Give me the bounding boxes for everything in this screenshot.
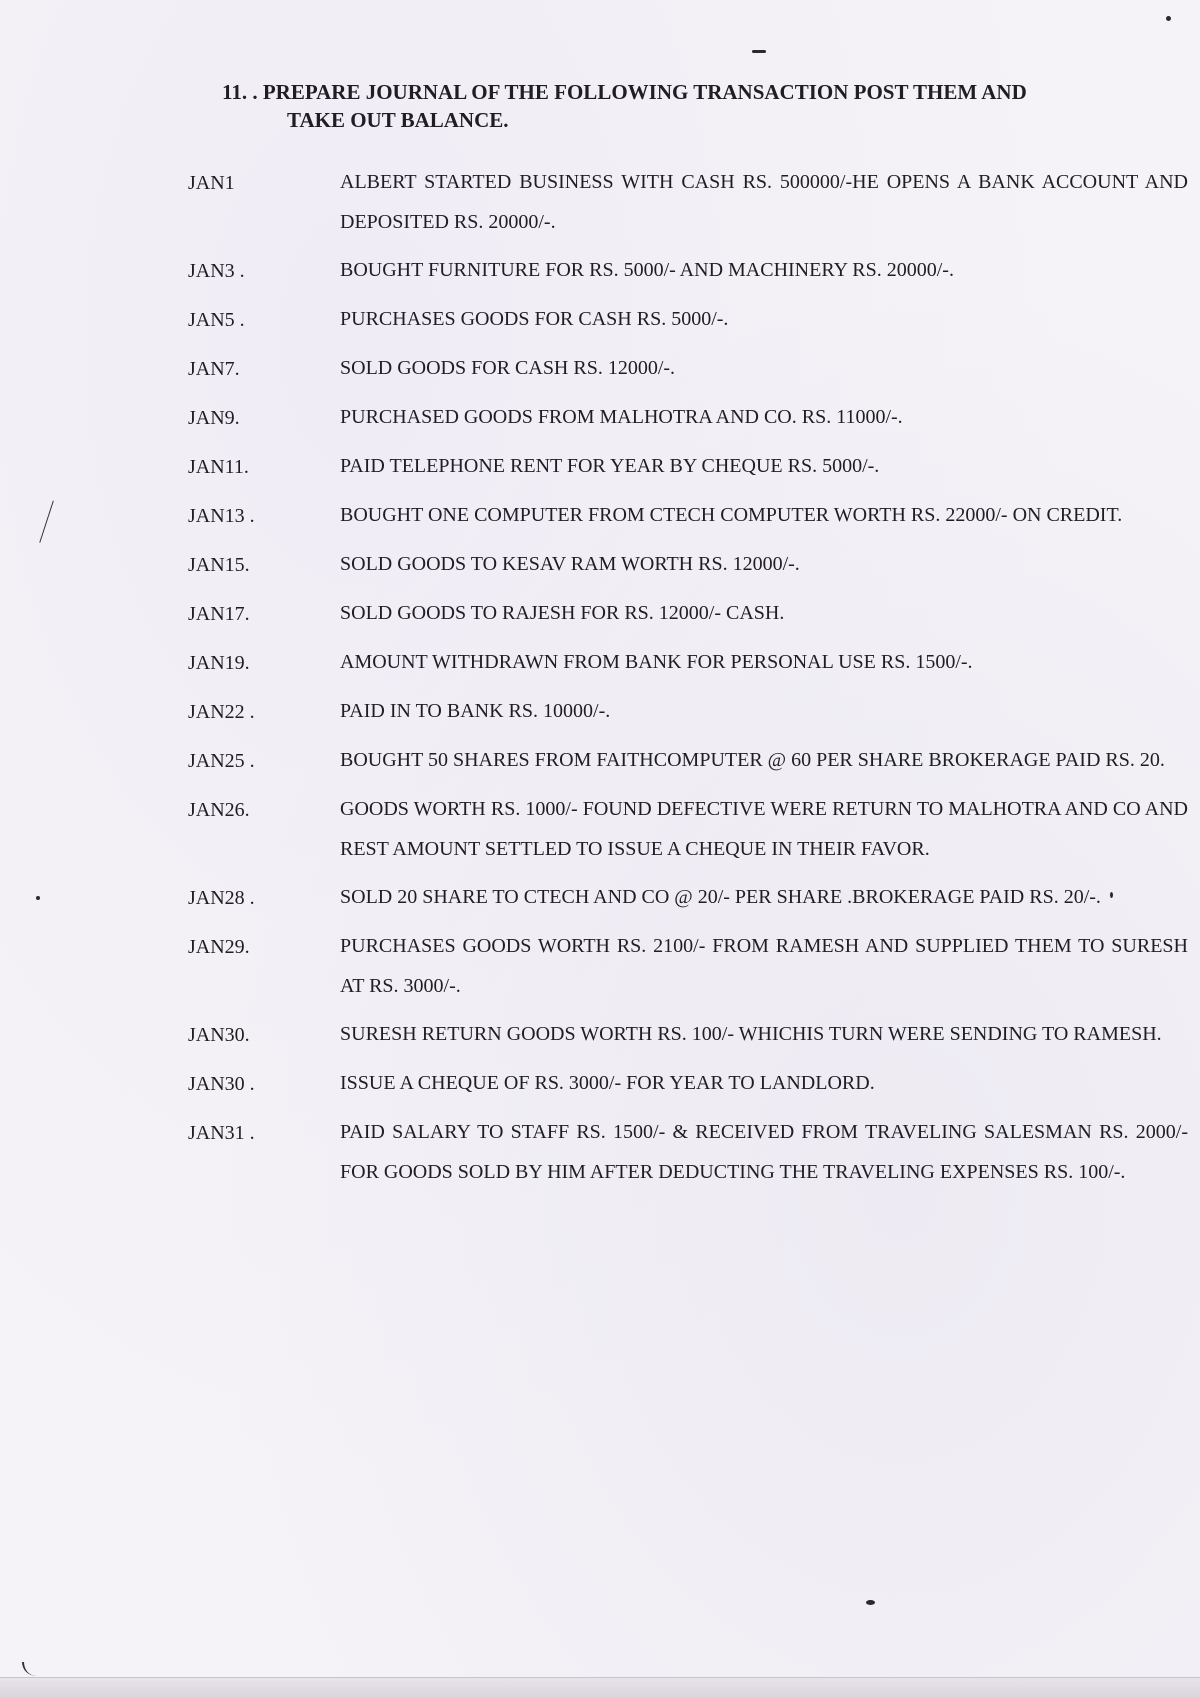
transaction-row — [188, 1112, 1188, 1192]
transaction-date: JAN26. — [188, 799, 250, 821]
scan-edge-mark — [22, 1662, 68, 1676]
transaction-text: PAID TELEPHONE RENT FOR YEAR BY CHEQUE RS. 5000/-. — [340, 455, 880, 477]
transaction-date: JAN28 . — [188, 887, 255, 909]
transaction-text: PURCHASES GOODS WORTH RS. 2100/- FROM RAMESH AND SUPPLIED THEM TO SURESH AT RS. 3000/-. — [340, 935, 1188, 997]
transaction-row — [188, 642, 1188, 683]
transaction-text: ISSUE A CHEQUE OF RS. 3000/- FOR YEAR TO LANDLORD. — [340, 1072, 875, 1094]
transaction-text: PAID IN TO BANK RS. 10000/-. — [340, 700, 611, 722]
transaction-text: PURCHASES GOODS FOR CASH RS. 5000/-. — [340, 308, 729, 330]
heading-line-1: 11. . PREPARE JOURNAL OF THE FOLLOWING TRANSACTION POST THEM AND — [222, 80, 1027, 104]
transaction-row — [188, 162, 1188, 242]
transaction-text: ALBERT STARTED BUSINESS WITH CASH RS. 500000/-HE OPENS A BANK ACCOUNT AND DEPOSITED RS. 20000/-. — [340, 171, 1188, 233]
transaction-date: JAN13 . — [188, 505, 255, 527]
transaction-text: SURESH RETURN GOODS WORTH RS. 100/- WHICHIS TURN WERE SENDING TO RAMESH. — [340, 1023, 1162, 1045]
scan-speck — [866, 1600, 875, 1605]
transaction-date: JAN17. — [188, 603, 250, 625]
transaction-row — [188, 299, 1188, 340]
scan-speck — [752, 50, 766, 53]
transaction-date: JAN1 — [188, 172, 235, 194]
transaction-list — [188, 162, 1188, 1200]
transaction-row — [188, 1063, 1188, 1104]
transaction-row — [188, 926, 1188, 1006]
transaction-text: PAID SALARY TO STAFF RS. 1500/- & RECEIVED FROM TRAVELING SALESMAN RS. 2000/- FOR GOODS SOLD BY HIM AFTER DEDUCTING THE TRAVELING EXPENSES RS. 100/-. — [340, 1121, 1188, 1183]
transaction-text: PURCHASED GOODS FROM MALHOTRA AND CO. RS. 11000/-. — [340, 406, 903, 428]
transaction-row — [188, 877, 1188, 918]
transaction-date: JAN30 . — [188, 1073, 255, 1095]
heading-line-2: TAKE OUT BALANCE. — [287, 108, 509, 132]
transaction-row — [188, 250, 1188, 291]
transaction-row — [188, 789, 1188, 869]
transaction-date: JAN19. — [188, 652, 250, 674]
scan-edge-mark — [39, 501, 55, 544]
transaction-row — [188, 495, 1188, 536]
scan-speck — [36, 896, 40, 900]
transaction-date: JAN29. — [188, 936, 250, 958]
transaction-date: JAN5 . — [188, 309, 245, 331]
transaction-date: JAN22 . — [188, 701, 255, 723]
transaction-text: SOLD 20 SHARE TO CTECH AND CO @ 20/- PER SHARE .BROKERAGE PAID RS. 20/-. — [340, 886, 1101, 908]
transaction-text: AMOUNT WITHDRAWN FROM BANK FOR PERSONAL USE RS. 1500/-. — [340, 651, 973, 673]
page-bottom-edge — [0, 1677, 1200, 1698]
scan-speck — [1110, 892, 1113, 898]
transaction-row — [188, 1014, 1188, 1055]
transaction-date: JAN3 . — [188, 260, 245, 282]
transaction-row — [188, 691, 1188, 732]
scan-speck — [1166, 16, 1171, 21]
transaction-text: BOUGHT FURNITURE FOR RS. 5000/- AND MACHINERY RS. 20000/-. — [340, 259, 954, 281]
transaction-date: JAN15. — [188, 554, 250, 576]
transaction-date: JAN11. — [188, 456, 249, 478]
transaction-text: SOLD GOODS TO KESAV RAM WORTH RS. 12000/-. — [340, 553, 800, 575]
transaction-row — [188, 397, 1188, 438]
question-heading — [222, 78, 1182, 134]
transaction-text: BOUGHT 50 SHARES FROM FAITHCOMPUTER @ 60 PER SHARE BROKERAGE PAID RS. 20. — [340, 749, 1165, 771]
transaction-date: JAN9. — [188, 407, 240, 429]
transaction-date: JAN7. — [188, 358, 240, 380]
transaction-text: GOODS WORTH RS. 1000/- FOUND DEFECTIVE WERE RETURN TO MALHOTRA AND CO AND REST AMOUNT SETTLED TO ISSUE A CHEQUE IN THEIR FAVOR. — [340, 798, 1188, 860]
transaction-row — [188, 740, 1188, 781]
transaction-row — [188, 348, 1188, 389]
transaction-row — [188, 544, 1188, 585]
transaction-text: BOUGHT ONE COMPUTER FROM CTECH COMPUTER WORTH RS. 22000/- ON CREDIT. — [340, 504, 1123, 526]
transaction-text: SOLD GOODS TO RAJESH FOR RS. 12000/- CASH. — [340, 602, 785, 624]
transaction-date: JAN30. — [188, 1024, 250, 1046]
transaction-row — [188, 593, 1188, 634]
transaction-text: SOLD GOODS FOR CASH RS. 12000/-. — [340, 357, 676, 379]
transaction-date: JAN31 . — [188, 1122, 255, 1144]
transaction-row — [188, 446, 1188, 487]
transaction-date: JAN25 . — [188, 750, 255, 772]
